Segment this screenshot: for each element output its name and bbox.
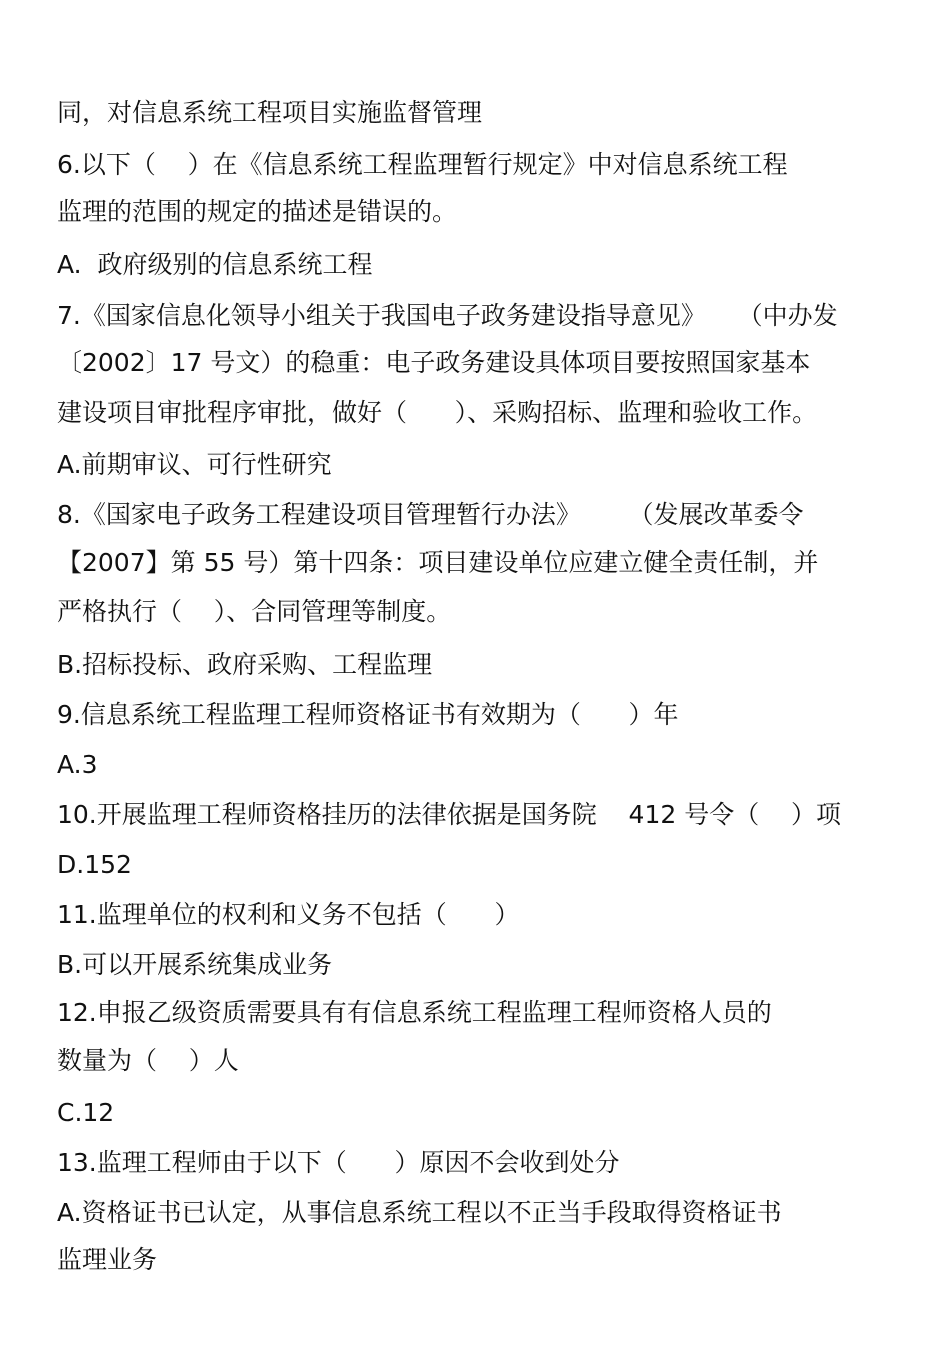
text-line-10: 【2007】第 55 号）第十四条：项目建设单位应建立健全责任制，并 [57,548,819,577]
text-line-3: 监理的范围的规定的描述是错误的。 [57,197,458,226]
text-line-2: 6.以下（ ）在《信息系统工程监理暂行规定》中对信息系统工程 [57,150,788,179]
text-line-17: 11.监理单位的权利和义务不包括（ ） [57,900,520,929]
text-line-23: A.资格证书已认定，从事信息系统工程以不正当手段取得资格证书 [57,1198,782,1227]
text-line-21: C.12 [57,1098,115,1127]
text-line-22: 13.监理工程师由于以下（ ）原因不会收到处分 [57,1148,620,1177]
text-line-18: B.可以开展系统集成业务 [57,950,333,979]
text-line-6: 〔2002〕17 号文）的稳重：电子政务建设具体项目要按照国家基本 [57,348,811,377]
text-line-24: 监理业务 [57,1245,158,1274]
text-line-8: A.前期审议、可行性研究 [57,450,332,479]
text-line-7: 建设项目审批程序审批，做好（ ）、采购招标、监理和验收工作。 [57,398,818,427]
text-line-19: 12.申报乙级资质需要具有有信息系统工程监理工程师资格人员的 [57,998,772,1027]
text-line-11: 严格执行（ ）、合同管理等制度。 [57,597,452,626]
text-line-16: D.152 [57,850,132,879]
text-line-9: 8.《国家电子政务工程建设项目管理暂行办法》 （发展改革委令 [57,500,804,529]
text-line-15: 10.开展监理工程师资格挂历的法律依据是国务院 412 号令（ ）项 [57,800,841,829]
text-line-1: 同，对信息系统工程项目实施监督管理 [57,98,483,127]
text-line-5: 7.《国家信息化领导小组关于我国电子政务建设指导意见》 （中办发 [57,301,838,330]
text-line-13: 9.信息系统工程监理工程师资格证书有效期为（ ）年 [57,700,679,729]
text-line-14: A.3 [57,750,98,779]
text-line-4: A. 政府级别的信息系统工程 [57,250,373,279]
text-line-20: 数量为（ ）人 [57,1046,239,1075]
text-line-12: B.招标投标、政府采购、工程监理 [57,650,433,679]
